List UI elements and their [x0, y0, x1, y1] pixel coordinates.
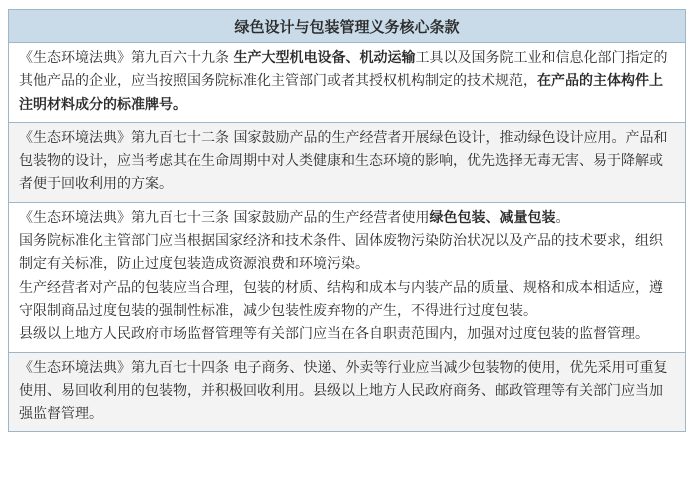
article-969-intro: 《生态环境法典》第九百六十九条 [19, 50, 234, 66]
article-973-row [9, 203, 685, 353]
article-973-paragraph-supervision: 县级以上地方人民政府市场监督管理等有关部门应当在各自职责范围内，加强对过度包装的监督管理。 [19, 326, 649, 343]
article-969-body: 工具以及国务院工业和信息化部门指定的其他产品的企业，应当按照国务院标准化主管部门或者其授权机构制定的技术规范， [19, 50, 668, 90]
article-973-period: 。 [555, 209, 570, 226]
article-974-text: 《生态环境法典》第九百七十四条 电子商务、快递、外卖等行业应当减少包装物的使用，优先采用可重复使用、易回收利用的包装物，并积极回收利用。县级以上地方人民政府商务、邮政管理等有关部门应当加强监督管理。 [19, 359, 668, 423]
article-974-row [9, 353, 685, 432]
article-969-emphasis-marking: 在产品的主体构件上注明材料成分的标准牌号。 [19, 73, 663, 113]
article-969-emphasis-equipment: 生产大型机电设备、机动运输 [233, 50, 416, 66]
article-973-text [19, 207, 675, 230]
article-973-intro: 《生态环境法典》第九百七十三条 国家鼓励产品的生产经营者使用 [19, 209, 430, 226]
article-969-text [19, 47, 675, 117]
provisions-table [8, 9, 686, 432]
article-973-paragraph-producers: 生产经营者对产品的包装应当合理，包装的材质、结构和成本与内装产品的质量、规格和成本相适应，遵守限制商品过度包装的强制性标准，减少包装性废弃物的产生，不得进行过度包装。 [19, 279, 663, 319]
article-972-row [9, 123, 685, 203]
article-973-emphasis-packaging: 绿色包装、减量包装 [429, 209, 556, 226]
table-title: 绿色设计与包装管理义务核心条款 [9, 10, 685, 43]
article-973-paragraph-standards: 国务院标准化主管部门应当根据国家经济和技术条件、固体废物污染防治状况以及产品的技术要求，组织制定有关标准，防止过度包装造成资源浪费和环境污染。 [19, 233, 663, 273]
article-972-text: 《生态环境法典》第九百七十二条 国家鼓励产品的生产经营者开展绿色设计，推动绿色设计应用。产品和包装物的设计，应当考虑其在生命周期中对人类健康和生态环境的影响，优先选择无毒无害、易于降解或者便于回收利用的方案。 [19, 129, 668, 193]
article-969-row [9, 43, 685, 123]
